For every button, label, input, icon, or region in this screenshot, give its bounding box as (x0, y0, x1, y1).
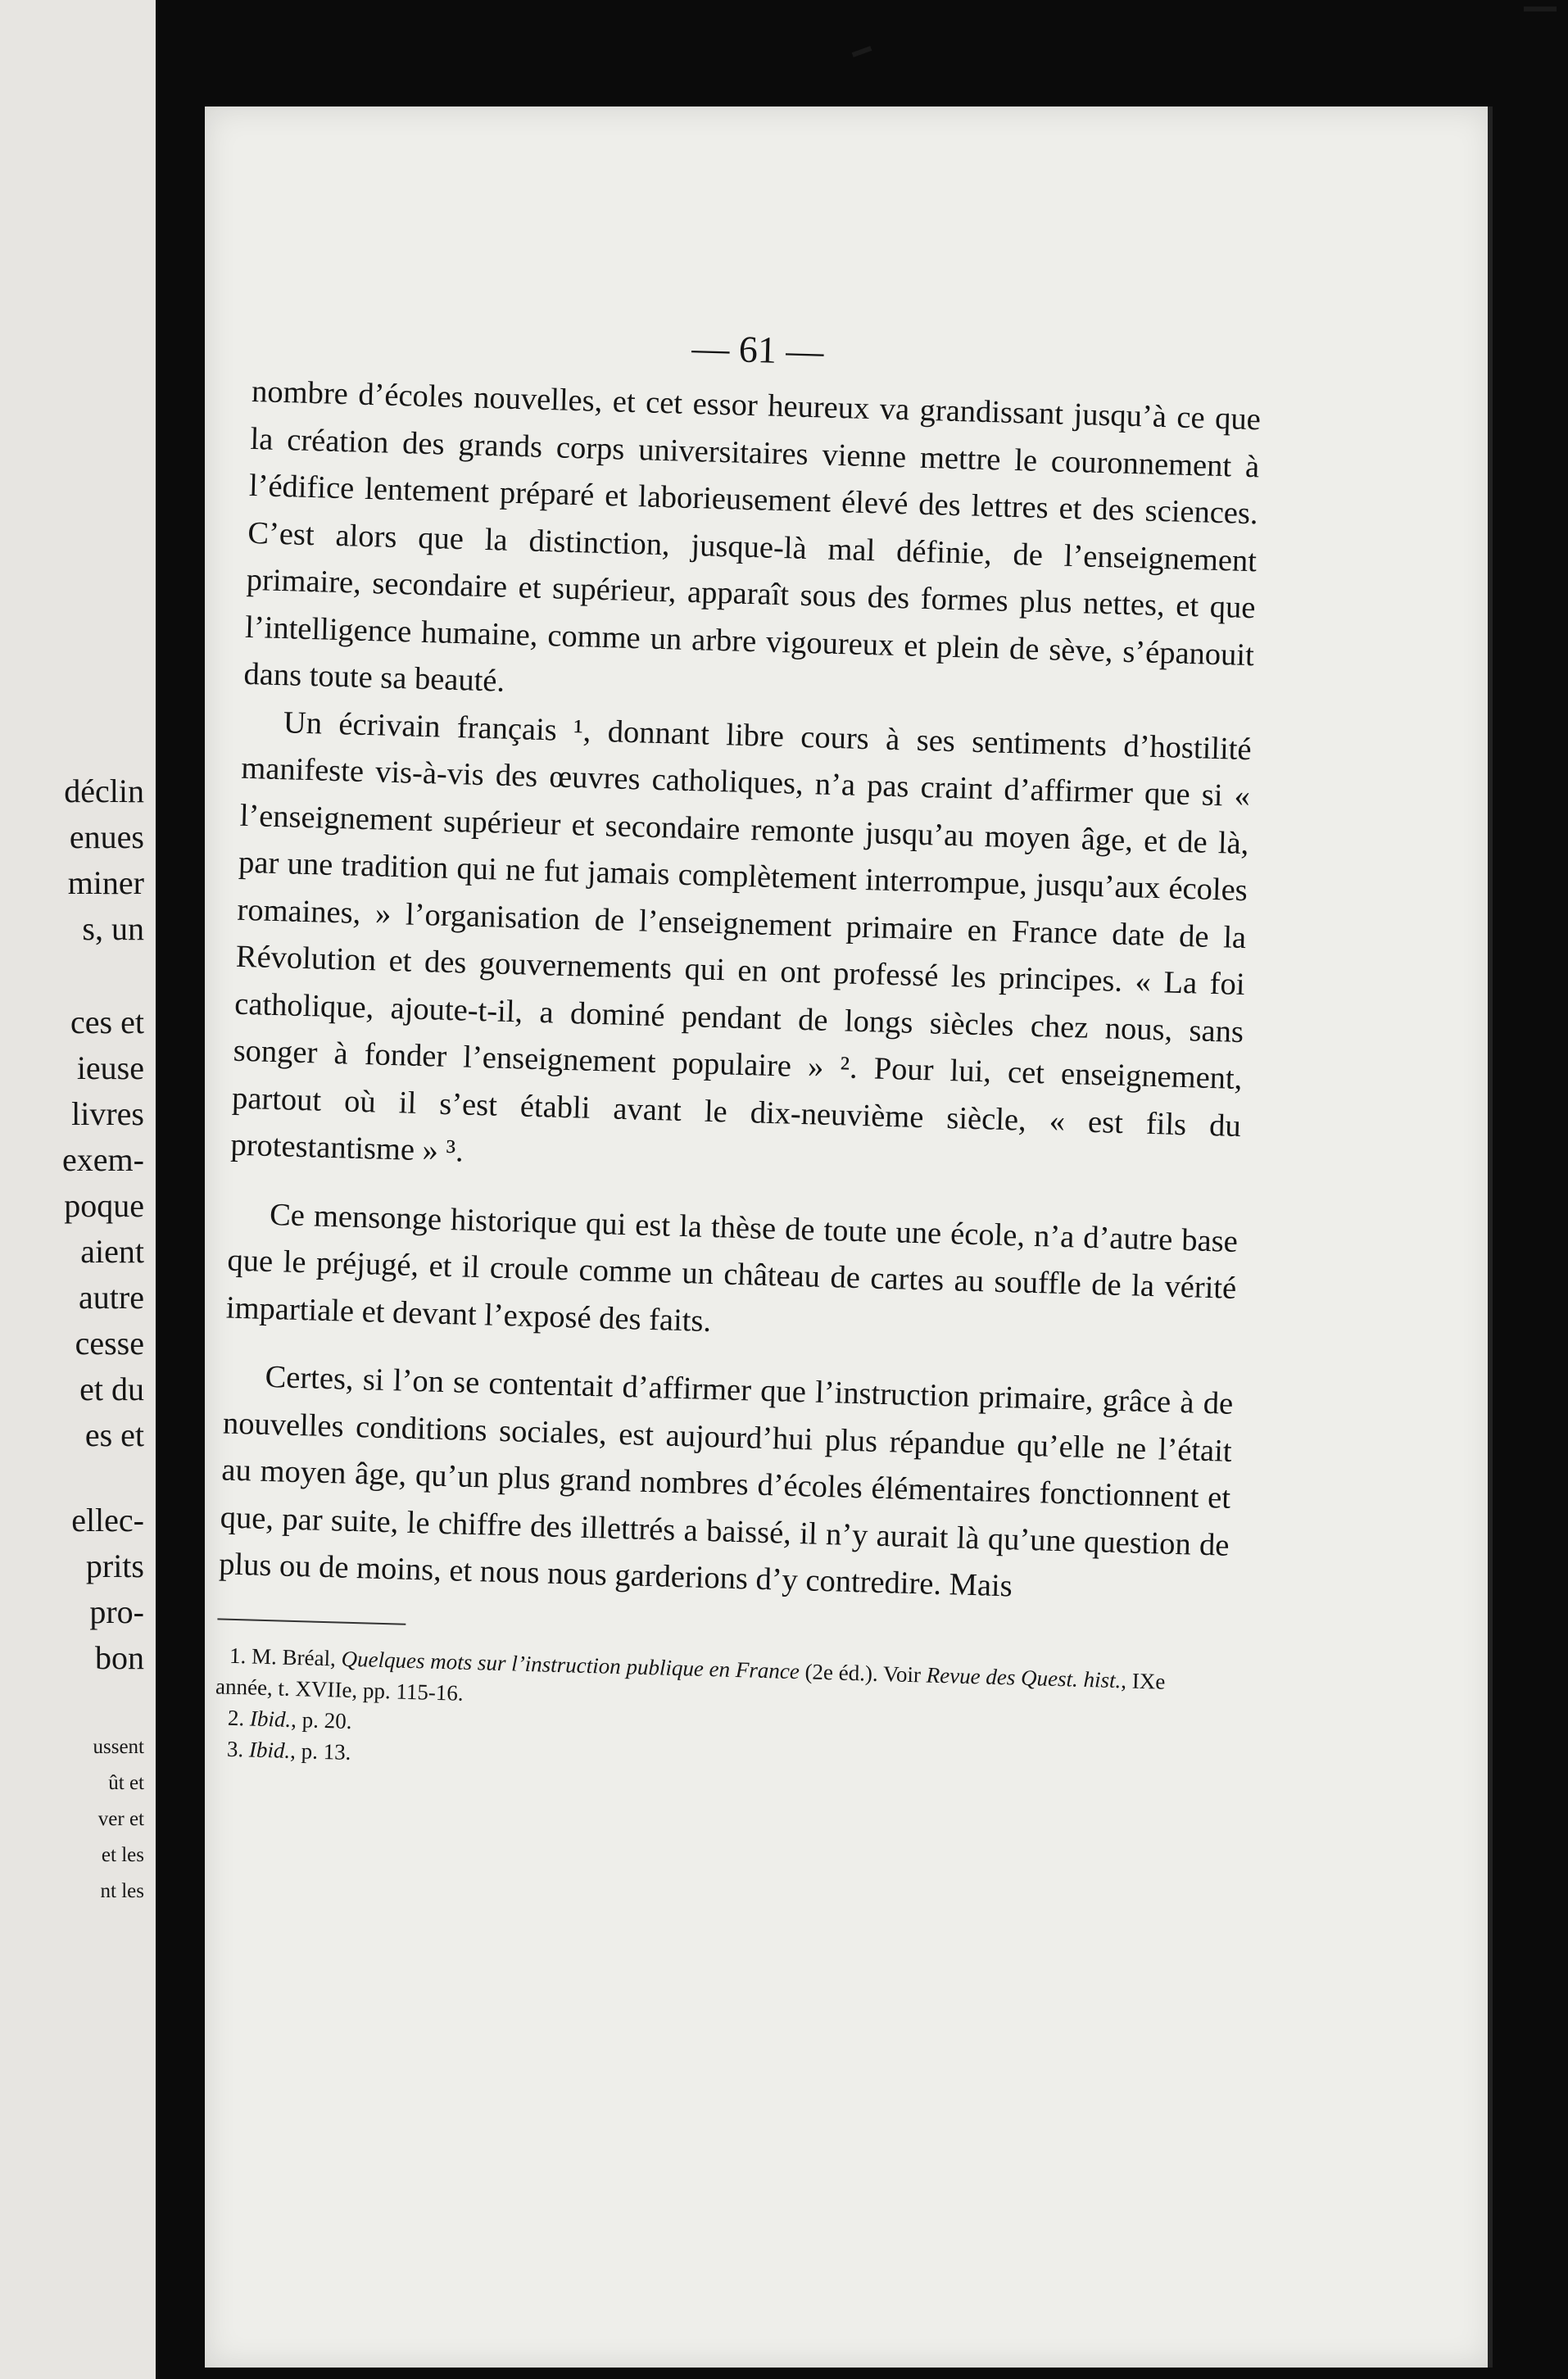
paragraph: Certes, si l’on se contentait d’affirmer que l’instruction primaire, grâce à de nouvelles conditions sociales, est aujourd’hui plus répandue qu’elle ne l’était au moyen âge, qu’un plus grand nombres d’écoles élémentaires fonctionnent et que, par suite, le chiffre des illettrés a baissé, il n’y aurait là qu’une question de plus ou de moins, et nous nous garderions d’y contredire. Mais (218, 1359, 1234, 1604)
left-footnote-fragment: nt les (100, 1880, 144, 1902)
left-text-fragment: exem- (62, 1141, 144, 1178)
footnote-text: 1. M. Bréal, (229, 1643, 337, 1670)
left-text-fragment: poque (64, 1187, 144, 1224)
left-text-fragment: ces et (70, 1004, 144, 1040)
left-text-fragment: bon (95, 1639, 144, 1676)
footnote-text: (2e éd.). (804, 1658, 879, 1686)
left-text-fragment: autre (79, 1279, 144, 1316)
page-number: — 61 — (691, 326, 825, 373)
left-footnote-fragment: et les (101, 1844, 144, 1866)
paragraph: Un écrivain français ¹, donnant libre cours à ses sentiments d’hostilité manifeste vis-à-vis des œuvres catholiques, n’a pas craint d’affirmer que si « l’enseignement supérieur et secondaire remonte jusqu’au moyen âge, et de là, par une tradition qui ne fut jamais complètement interrompue, jusqu’aux écoles romaines, » l’organisation de l’enseignement primaire en France date de la Révolution et des gouvernements qui en ont professé les principes. « La foi catholique, ajoute-t-il, a dominé pendant de longs siècles chez nous, sans songer à fonder l’enseignement populaire » ². Pour lui, cet enseignement, partout où il s’est établi avant le dix-neuvième siècle, « est fils du protestantisme » ³. (229, 705, 1253, 1169)
left-text-fragment: et du (79, 1371, 144, 1407)
left-text-fragment: enues (69, 818, 144, 855)
page-edge-shadow (1488, 106, 1493, 2368)
footnote-text: , IXe année, t. XVIIe, pp. 115-16. (215, 1667, 1166, 1706)
left-footnote-fragment: ver et (97, 1808, 144, 1830)
left-footnote-fragment: ût et (108, 1772, 144, 1794)
left-text-fragment: aient (80, 1233, 144, 1270)
footnote-text: , p. 13. (289, 1738, 351, 1765)
scan-speck (852, 46, 872, 57)
left-text-fragment: ieuse (76, 1049, 144, 1086)
paragraph: Ce mensonge historique qui est la thèse de toute une école, n’a d’autre base que le préjugé, et il croule comme un château de cartes au souffle de la vérité impartiale et devant l’exposé des faits. (225, 1197, 1239, 1339)
left-text-fragment: miner (67, 864, 144, 901)
footnote-text: Voir (882, 1661, 922, 1687)
paragraph: nombre d’écoles nouvelles, et cet essor heureux va grandissant jusqu’à ce que la création des grands corps universitaires vienne mettre le couronnement à l’édifice lentement préparé et laborieusement élevé des lettres et des sciences. C’est alors que la distinction, jusque-là mal définie, de l’enseignement primaire, secondaire et supérieur, apparaît sous des formes plus nettes, et que l’intelligence humaine, comme un arbre vigoureux et plein de sève, s’épanouit dans toute sa beauté. (243, 374, 1262, 699)
left-text-fragment: prits (85, 1547, 144, 1584)
scan-speck (1524, 7, 1557, 11)
footnote-title: Revue des Quest. hist. (926, 1662, 1122, 1692)
footnote-text: 3. (226, 1736, 244, 1761)
left-text-fragment: s, un (82, 910, 144, 947)
left-text-fragment: livres (71, 1095, 144, 1132)
footnote-text: 2. (227, 1705, 245, 1730)
footnote-text: , p. 20. (290, 1706, 352, 1733)
book-page (205, 106, 1493, 2368)
footnote-title: Quelques mots sur l’instruction publique en France (341, 1646, 800, 1683)
left-text-fragment: cesse (75, 1325, 144, 1362)
left-page-edge (0, 0, 156, 2379)
left-text-fragment: es et (84, 1416, 144, 1453)
page-content (213, 311, 1262, 1792)
left-footnote-fragment: ussent (93, 1736, 144, 1758)
footnote-ibid: Ibid. (249, 1706, 292, 1732)
left-text-fragment: déclin (64, 773, 144, 809)
left-text-fragment: ellec- (71, 1502, 144, 1538)
footnote-separator (217, 1618, 406, 1625)
footnote-ibid: Ibid. (248, 1737, 291, 1763)
left-text-fragment: pro- (89, 1593, 144, 1630)
